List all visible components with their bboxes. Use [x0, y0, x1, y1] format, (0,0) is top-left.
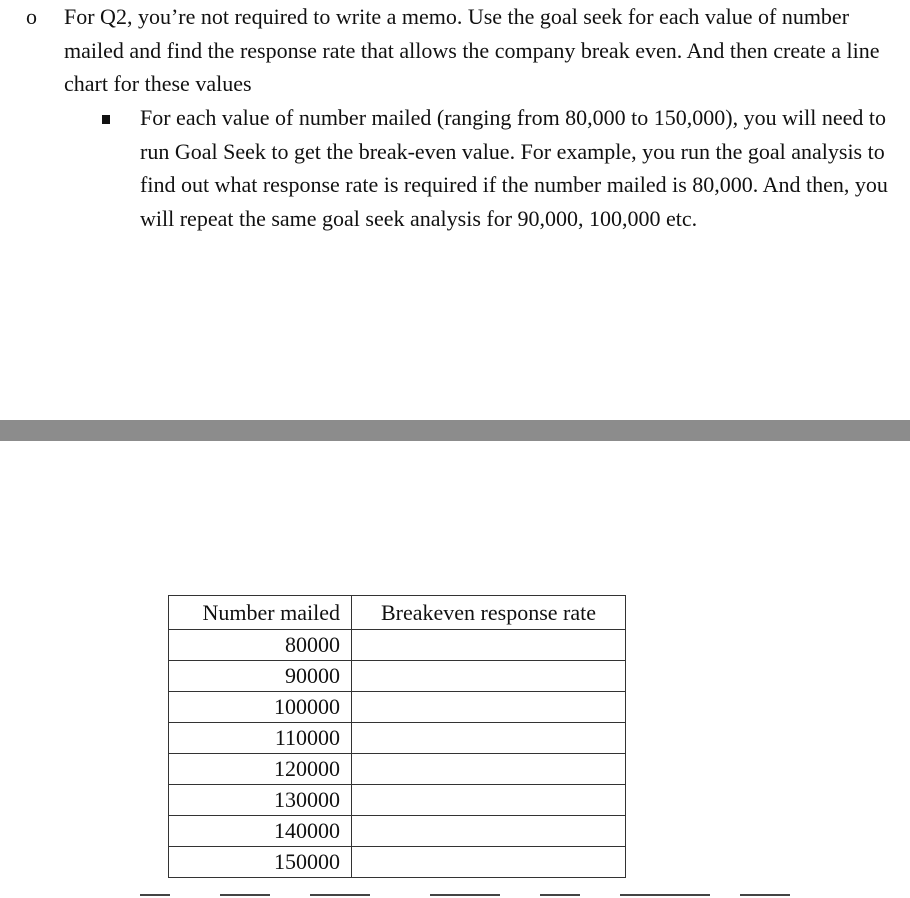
- table-row: [169, 785, 626, 816]
- breakeven-rate-cell: [352, 816, 626, 847]
- table-row: [169, 723, 626, 754]
- breakeven-table: [168, 595, 626, 878]
- breakeven-rate-cell: [352, 630, 626, 661]
- number-mailed-cell: 140000: [169, 816, 352, 847]
- breakeven-rate-cell: [352, 723, 626, 754]
- table-row: [169, 630, 626, 661]
- hollow-bullet-icon: o: [26, 4, 37, 29]
- square-bullet-icon: [102, 115, 110, 124]
- number-mailed-cell: 80000: [169, 630, 352, 661]
- breakeven-rate-cell: [352, 754, 626, 785]
- table-row: [169, 692, 626, 723]
- number-mailed-cell: 150000: [169, 847, 352, 878]
- breakeven-rate-cell: [352, 785, 626, 816]
- page-divider: [0, 420, 910, 441]
- number-mailed-cell: 120000: [169, 754, 352, 785]
- breakeven-rate-cell: [352, 692, 626, 723]
- table-row: [169, 816, 626, 847]
- question-instruction: For Q2, you’re not required to write a memo. Use the goal seek for each value of number mailed and find the response rate that allows the company break even. And then create a line chart for these values: [64, 4, 880, 96]
- breakeven-rate-cell: [352, 661, 626, 692]
- table-row: [169, 661, 626, 692]
- breakeven-rate-cell: [352, 847, 626, 878]
- table-row: [169, 754, 626, 785]
- number-mailed-cell: 90000: [169, 661, 352, 692]
- header-breakeven-rate: Breakeven response rate: [352, 596, 626, 630]
- number-mailed-cell: 130000: [169, 785, 352, 816]
- table-header-row: [169, 596, 626, 630]
- header-number-mailed: Number mailed: [169, 596, 352, 630]
- number-mailed-cell: 100000: [169, 692, 352, 723]
- cropped-text-fragment: [140, 891, 800, 898]
- table-row: [169, 847, 626, 878]
- goal-seek-instruction: For each value of number mailed (ranging from 80,000 to 150,000), you will need to run Goal Seek to get the break-even value. For example, you run the goal analysis to find out what response rate is required if the number mailed is 80,000. And then, you will repeat the same goal seek analysis for 90,000, 100,000 etc.: [140, 105, 888, 231]
- number-mailed-cell: 110000: [169, 723, 352, 754]
